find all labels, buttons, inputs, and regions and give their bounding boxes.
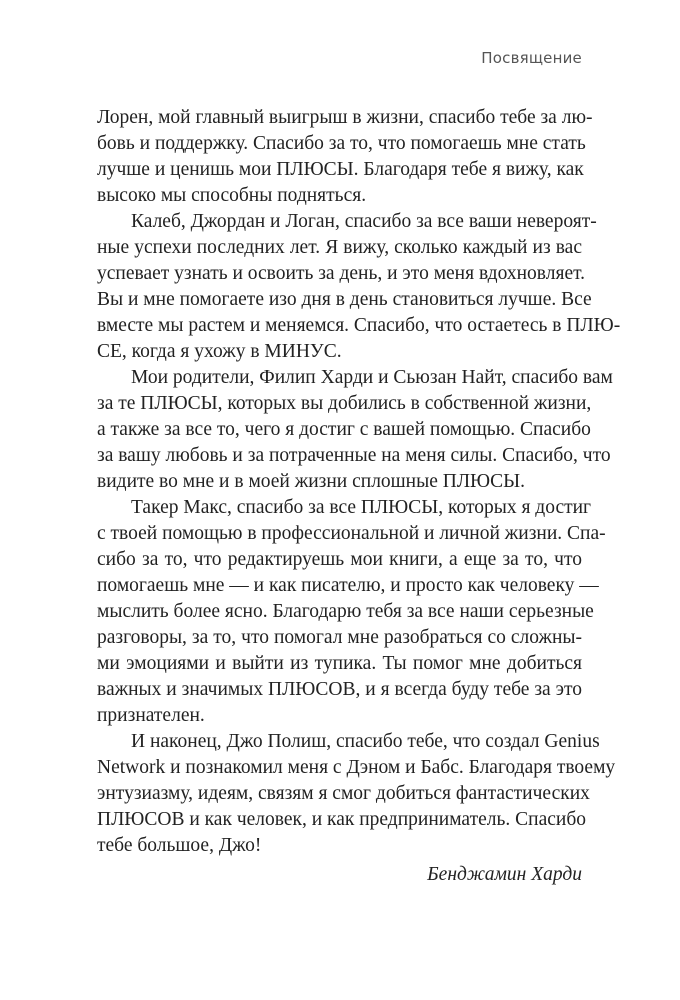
paragraph bbox=[97, 365, 613, 495]
text-line: Network и познакомил меня с Дэном и Бабс. Благодаря твоему bbox=[97, 757, 616, 778]
text-line: высоко мы способны подняться. bbox=[97, 185, 367, 206]
text-line: видите во мне и в моей жизни сплошные ПЛЮСЫ. bbox=[97, 471, 525, 492]
text-line: Мои родители, Филип Харди и Сьюзан Найт, спасибо вам bbox=[131, 367, 613, 388]
text-line: признателен. bbox=[97, 705, 205, 726]
text-line: помогаешь мне — и как писателю, и просто как человеку — bbox=[97, 575, 599, 596]
text-line: Такер Макс, спасибо за все ПЛЮСЫ, которых я достиг bbox=[131, 497, 592, 518]
text-line: важных и значимых ПЛЮСОВ, и я всегда буду тебе за это bbox=[97, 679, 582, 700]
author-signature: Бенджамин Харди bbox=[427, 864, 582, 885]
text-line: энтузиазму, идеям, связям я смог добиться фантастических bbox=[97, 783, 590, 804]
text-line: сибо за то, что редактируешь мои книги, а еще за то, что bbox=[97, 549, 582, 570]
text-line: за вашу любовь и за потраченные на меня силы. Спасибо, что bbox=[97, 445, 611, 466]
text-line: за те ПЛЮСЫ, которых вы добились в собственной жизни, bbox=[97, 393, 592, 414]
text-line: Вы и мне помогаете изо дня в день становиться лучше. Все bbox=[97, 289, 592, 310]
paragraph bbox=[97, 495, 606, 729]
text-line: мыслить более ясно. Благодарю тебя за все наши серьезные bbox=[97, 601, 594, 622]
text-line: тебе большое, Джо! bbox=[97, 835, 262, 856]
text-line: а также за все то, чего я достиг с вашей помощью. Спасибо bbox=[97, 419, 591, 440]
dedication-text bbox=[97, 105, 621, 859]
text-line: разговоры, за то, что помогал мне разобраться со сложны- bbox=[97, 627, 582, 648]
running-header: Посвящение bbox=[481, 49, 582, 67]
text-line: ми эмоциями и выйти из тупика. Ты помог мне добиться bbox=[97, 653, 582, 674]
text-line: бовь и поддержку. Спасибо за то, что помогаешь мне стать bbox=[97, 133, 586, 154]
paragraph bbox=[97, 105, 593, 209]
text-line: ные успехи последних лет. Я вижу, сколько каждый из вас bbox=[97, 237, 582, 258]
text-line: вместе мы растем и меняемся. Спасибо, что остаетесь в ПЛЮ- bbox=[97, 315, 621, 336]
paragraph bbox=[97, 729, 616, 859]
text-line: Калеб, Джордан и Логан, спасибо за все ваши невероят- bbox=[131, 211, 597, 232]
text-line: СЕ, когда я ухожу в МИНУС. bbox=[97, 341, 342, 362]
text-line: лучше и ценишь мои ПЛЮСЫ. Благодаря тебе я вижу, как bbox=[97, 159, 584, 180]
text-line: с твоей помощью в профессиональной и личной жизни. Спа- bbox=[97, 523, 606, 544]
text-line: Лорен, мой главный выигрыш в жизни, спасибо тебе за лю- bbox=[97, 107, 593, 128]
paragraph bbox=[97, 209, 621, 365]
text-line: успевает узнать и освоить за день, и это меня вдохновляет. bbox=[97, 263, 586, 284]
text-line: И наконец, Джо Полиш, спасибо тебе, что создал Genius bbox=[131, 731, 600, 752]
text-line: ПЛЮСОВ и как человек, и как предприниматель. Спасибо bbox=[97, 809, 586, 830]
